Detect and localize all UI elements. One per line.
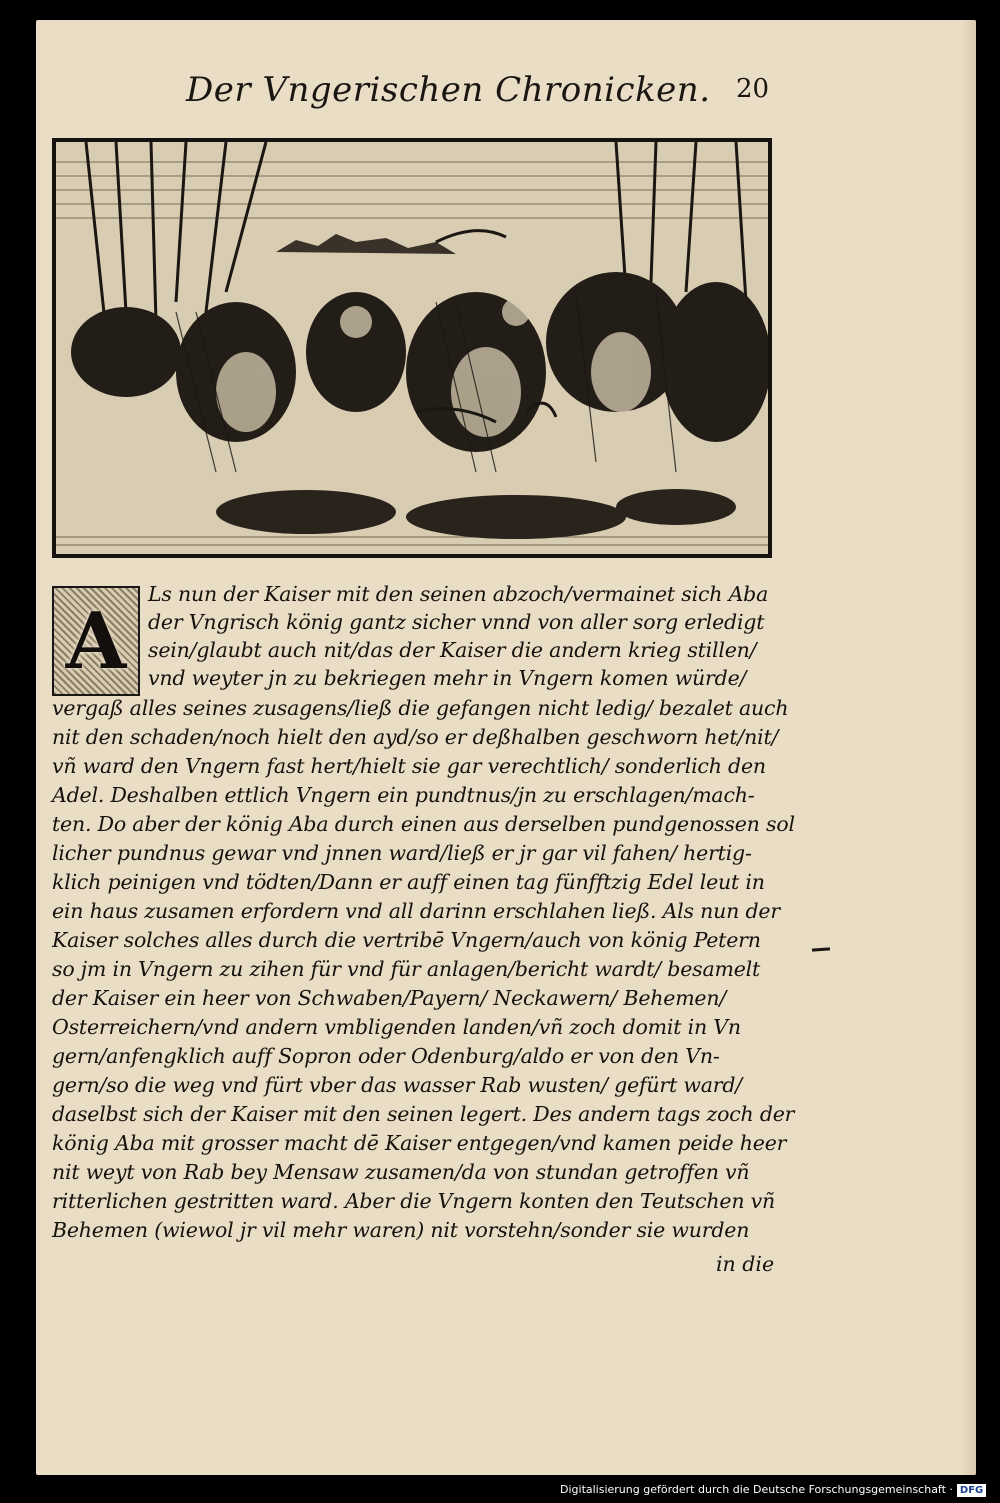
text-line: Osterreichern/vnd andern vmbligenden landen/vñ zoch domit in Vn: [52, 1015, 741, 1039]
text-line: ritterlichen gestritten ward. Aber die Vngern konten den Teutschen vñ: [52, 1189, 776, 1213]
text-line: Ls nun der Kaiser mit den seinen abzoch/vermainet sich Aba: [148, 582, 769, 606]
folio-number: 20: [736, 74, 770, 104]
text-line: ein haus zusamen erfordern vnd all darinn erschlahen ließ. Als nun der: [52, 899, 780, 923]
text-line: könig Aba mit grosser macht dē Kaiser entgegen/vnd kamen peide heer: [52, 1131, 787, 1155]
text-line: der Vngrisch könig gantz sicher vnnd von aller sorg erledigt: [148, 610, 765, 634]
text-line: ten. Do aber der könig Aba durch einen aus derselben pundgenossen sol: [52, 812, 795, 836]
book-page: [36, 20, 976, 1475]
page-edge-shadow: [962, 20, 976, 1475]
text-line: so jm in Vngern zu zihen für vnd für anlagen/bericht wardt/ besamelt: [52, 957, 761, 981]
text-line: nit weyt von Rab bey Mensaw zusamen/da von stundan getroffen vñ: [52, 1160, 750, 1184]
catchword: in die: [716, 1252, 775, 1276]
credit-text: Digitalisierung gefördert durch die Deutsche Forschungsgemeinschaft ·: [560, 1483, 953, 1496]
text-line: klich peinigen vnd tödten/Dann er auff einen tag fünfftzig Edel leut in: [52, 870, 765, 894]
dfg-logo: DFG: [957, 1484, 986, 1497]
text-line: der Kaiser ein heer von Schwaben/Payern/ Neckawern/ Behemen/: [52, 986, 727, 1010]
text-line: daselbst sich der Kaiser mit den seinen legert. Des andern tags zoch der: [52, 1102, 795, 1126]
text-line: vergaß alles seines zusagens/ließ die gefangen nicht ledig/ bezalet auch: [52, 696, 789, 720]
text-line: Behemen (wiewol jr vil mehr waren) nit vorstehn/sonder sie wurden: [52, 1218, 750, 1242]
text-line: gern/so die weg vnd fürt vber das wasser Rab wusten/ gefürt ward/: [52, 1073, 742, 1097]
text-line: licher pundnus gewar vnd jnnen ward/ließ er jr gar vil fahen/ hertig-: [52, 841, 752, 865]
text-line: nit den schaden/noch hielt den ayd/so er deßhalben geschworn het/nit/: [52, 725, 779, 749]
text-line: Adel. Deshalben ettlich Vngern ein pundtnus/jn zu erschlagen/mach-: [52, 783, 755, 807]
digitization-credit: [560, 1483, 986, 1497]
margin-mark: [812, 947, 830, 951]
battle-scene-woodcut: [52, 138, 772, 558]
text-line: gern/anfengklich auff Sopron oder Odenburg/aldo er von den Vn-: [52, 1044, 720, 1068]
woodcut-illustration: [56, 142, 768, 554]
text-line: vnd weyter jn zu bekriegen mehr in Vngern komen würde/: [148, 666, 747, 690]
text-line: Kaiser solches alles durch die vertribē Vngern/auch von könig Petern: [52, 928, 761, 952]
text-line: vñ ward den Vngern fast hert/hielt sie gar verechtlich/ sonderlich den: [52, 754, 766, 778]
text-line: sein/glaubt auch nit/das der Kaiser die andern krieg stillen/: [148, 638, 757, 662]
decorated-initial: A: [52, 586, 140, 696]
running-title: Der Vngerischen Chronicken.: [186, 70, 711, 110]
